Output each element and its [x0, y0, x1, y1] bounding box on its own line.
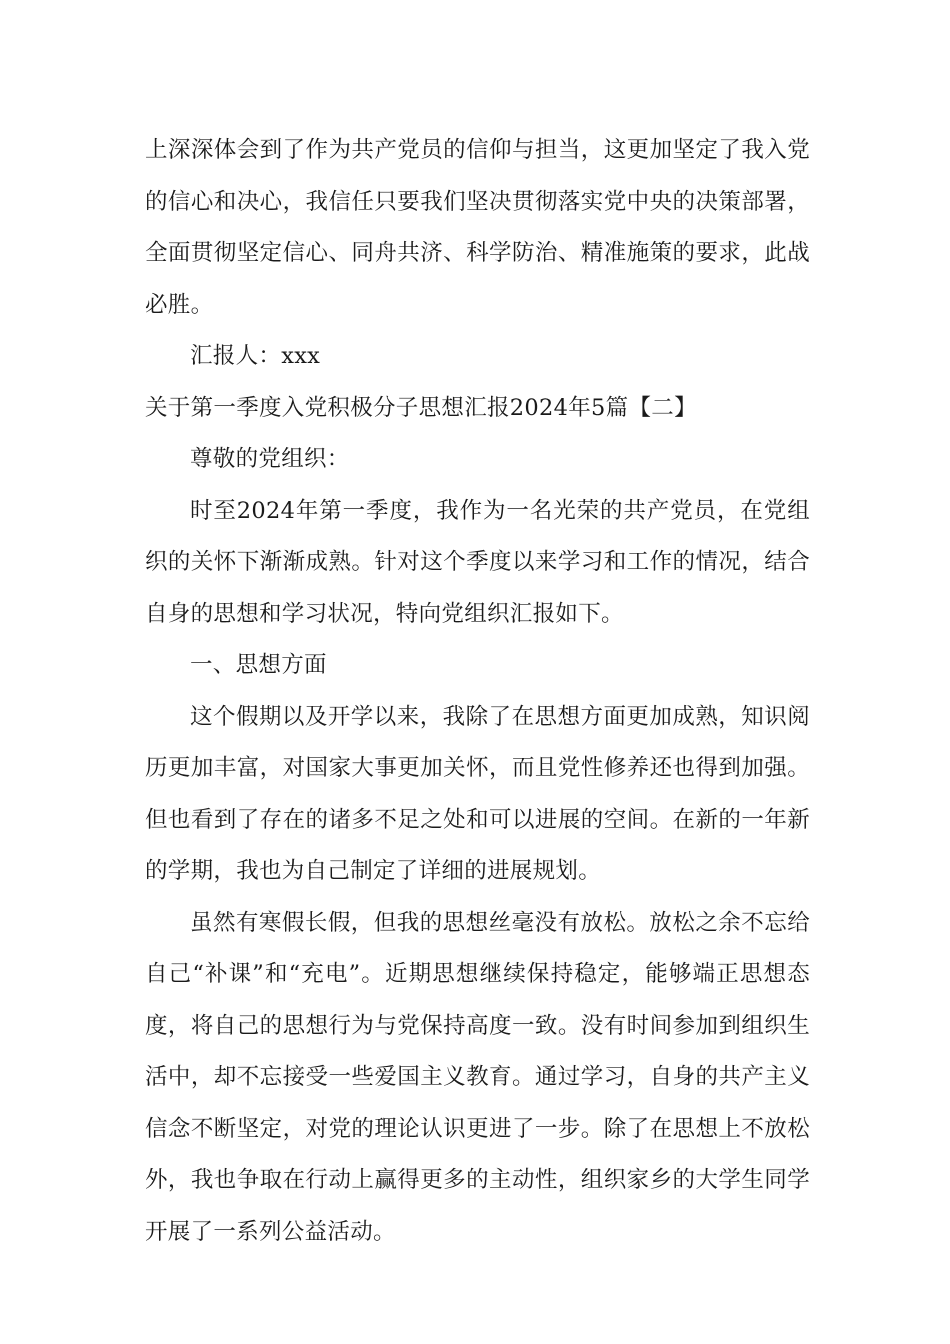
reporter-signature: 汇报人：xxx [190, 343, 321, 369]
section-heading-thought: 一、思想方面 [190, 652, 327, 678]
salutation: 尊敬的党组织： [190, 446, 350, 472]
document-body [145, 125, 810, 1258]
paragraph-holiday: 这个假期以及开学以来，我除了在思想方面更加成熟，知识阅历更加丰富，对国家大事更加关怀，而且党性修养还也得到加强。但也看到了存在的诸多不足之处和可以进展的空间。在新的一年新的学期，我也为自己制定了详细的进展规划。 [145, 703, 810, 884]
paragraph-conclusion: 上深深体会到了作为共产党员的信仰与担当，这更加坚定了我入党的信心和决心，我信任只要我们坚决贯彻落实党中央的决策部署，全面贯彻坚定信心、同舟共济、科学防治、精准施策的要求，此战必胜。 [145, 137, 810, 318]
paragraph-intro: 时至2024年第一季度，我作为一名光荣的共产党员，在党组织的关怀下渐渐成熟。针对这个季度以来学习和工作的情况，结合自身的思想和学习状况，特向党组织汇报如下。 [145, 497, 810, 627]
paragraph-winter-break: 虽然有寒假长假，但我的思想丝毫没有放松。放松之余不忘给自己“补课”和“充电”。近期思想继续保持稳定，能够端正思想态度，将自己的思想行为与党保持高度一致。没有时间参加到组织生活中，却不忘接受一些爱国主义教育。通过学习，自身的共产主义信念不断坚定，对党的理论认识更进了一步。除了在思想上不放松外，我也争取在行动上赢得更多的主动性，组织家乡的大学生同学开展了一系列公益活动。 [145, 909, 810, 1245]
section-title: 关于第一季度入党积极分子思想汇报2024年5篇【二】 [145, 394, 697, 421]
